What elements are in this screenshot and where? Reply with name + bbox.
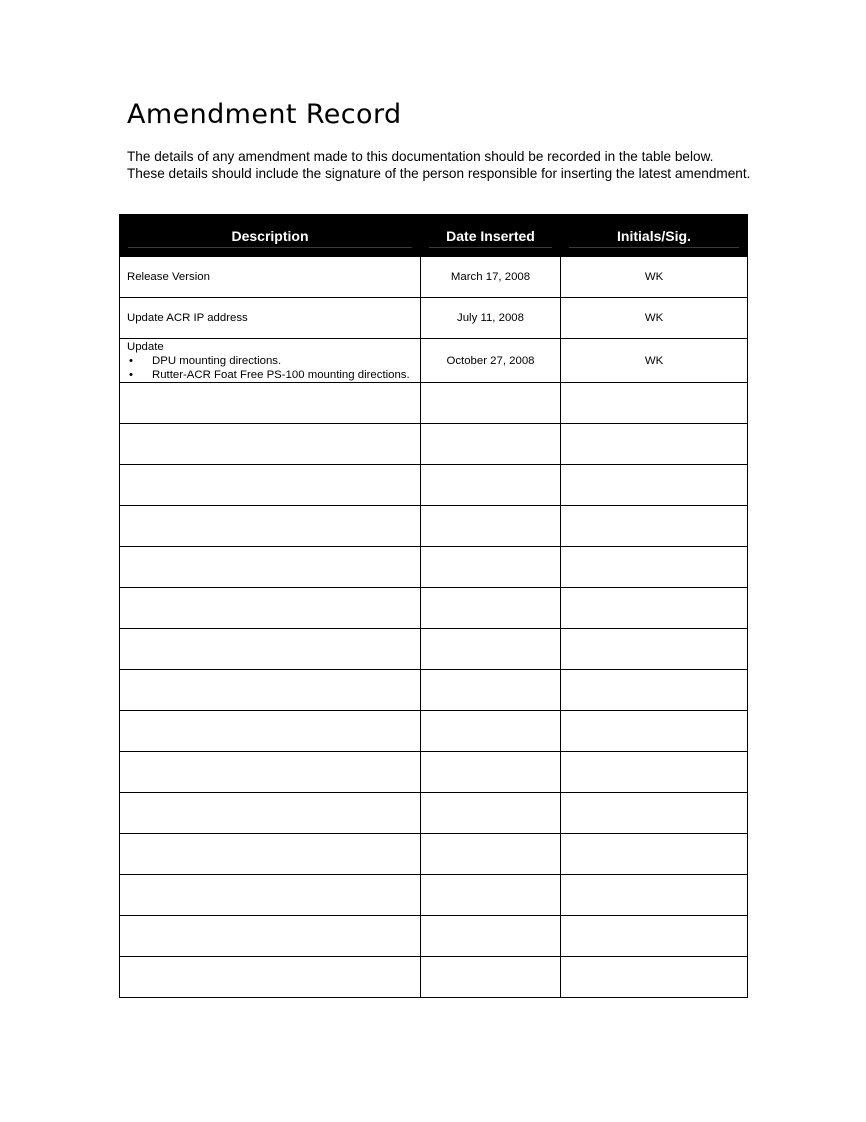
description-cell xyxy=(120,383,421,424)
initials-cell xyxy=(561,383,748,424)
date-cell xyxy=(421,465,561,506)
empty-table-row xyxy=(120,834,748,875)
date-cell xyxy=(421,629,561,670)
date-cell xyxy=(421,957,561,998)
initials-cell: WK xyxy=(561,339,748,383)
description-cell xyxy=(120,465,421,506)
initials-cell xyxy=(561,752,748,793)
bullet-icon: • xyxy=(129,369,133,381)
intro-paragraph: The details of any amendment made to this documentation should be recorded in the table below. These details should include the signature of the person responsible for inserting the latest amendment. xyxy=(127,149,751,181)
empty-table-row xyxy=(120,506,748,547)
empty-table-row xyxy=(120,383,748,424)
table-row xyxy=(120,257,748,298)
date-cell xyxy=(421,711,561,752)
date-cell xyxy=(421,834,561,875)
description-cell xyxy=(120,711,421,752)
initials-cell: WK xyxy=(561,298,748,339)
initials-cell xyxy=(561,793,748,834)
date-cell xyxy=(421,424,561,465)
initials-cell xyxy=(561,506,748,547)
empty-table-row xyxy=(120,957,748,998)
description-cell xyxy=(120,834,421,875)
description-cell xyxy=(120,547,421,588)
initials-cell xyxy=(561,875,748,916)
empty-table-row xyxy=(120,752,748,793)
empty-table-row xyxy=(120,465,748,506)
description-cell xyxy=(120,957,421,998)
initials-cell xyxy=(561,588,748,629)
description-cell xyxy=(120,339,421,383)
initials-cell xyxy=(561,711,748,752)
table-header-row xyxy=(120,215,748,257)
initials-cell xyxy=(561,957,748,998)
description-cell xyxy=(120,424,421,465)
date-cell xyxy=(421,547,561,588)
description-cell xyxy=(120,629,421,670)
description-heading: Update xyxy=(127,341,164,353)
empty-table-row xyxy=(120,670,748,711)
empty-table-row xyxy=(120,875,748,916)
bullet-icon: • xyxy=(129,355,133,367)
date-cell xyxy=(421,875,561,916)
header-date-inserted: Date Inserted xyxy=(421,215,561,257)
description-cell xyxy=(120,793,421,834)
initials-cell xyxy=(561,465,748,506)
date-cell: March 17, 2008 xyxy=(421,257,561,298)
date-cell: October 27, 2008 xyxy=(421,339,561,383)
initials-cell: WK xyxy=(561,257,748,298)
date-cell xyxy=(421,383,561,424)
description-cell xyxy=(120,670,421,711)
description-cell xyxy=(120,875,421,916)
header-initials: Initials/Sig. xyxy=(561,215,748,257)
empty-table-row xyxy=(120,793,748,834)
amendment-table xyxy=(119,214,748,998)
description-bullet-list xyxy=(127,354,420,382)
table-row xyxy=(120,298,748,339)
date-cell xyxy=(421,752,561,793)
empty-table-row xyxy=(120,424,748,465)
description-cell xyxy=(120,588,421,629)
empty-table-row xyxy=(120,916,748,957)
empty-table-row xyxy=(120,629,748,670)
initials-cell xyxy=(561,670,748,711)
description-cell xyxy=(120,506,421,547)
empty-table-row xyxy=(120,588,748,629)
table-body xyxy=(120,257,748,998)
page-title: Amendment Record xyxy=(127,99,402,130)
initials-cell xyxy=(561,916,748,957)
bullet-item: • DPU mounting directions. xyxy=(129,355,282,367)
date-cell xyxy=(421,793,561,834)
description-cell xyxy=(120,752,421,793)
date-cell: July 11, 2008 xyxy=(421,298,561,339)
date-cell xyxy=(421,506,561,547)
description-cell: Update ACR IP address xyxy=(120,298,421,339)
initials-cell xyxy=(561,629,748,670)
header-description: Description xyxy=(120,215,421,257)
date-cell xyxy=(421,588,561,629)
date-cell xyxy=(421,670,561,711)
initials-cell xyxy=(561,547,748,588)
table-row xyxy=(120,339,748,383)
initials-cell xyxy=(561,424,748,465)
empty-table-row xyxy=(120,547,748,588)
bullet-item: • Rutter-ACR Foat Free PS-100 mounting directions. xyxy=(129,369,410,381)
initials-cell xyxy=(561,834,748,875)
empty-table-row xyxy=(120,711,748,752)
description-cell xyxy=(120,916,421,957)
description-cell: Release Version xyxy=(120,257,421,298)
date-cell xyxy=(421,916,561,957)
